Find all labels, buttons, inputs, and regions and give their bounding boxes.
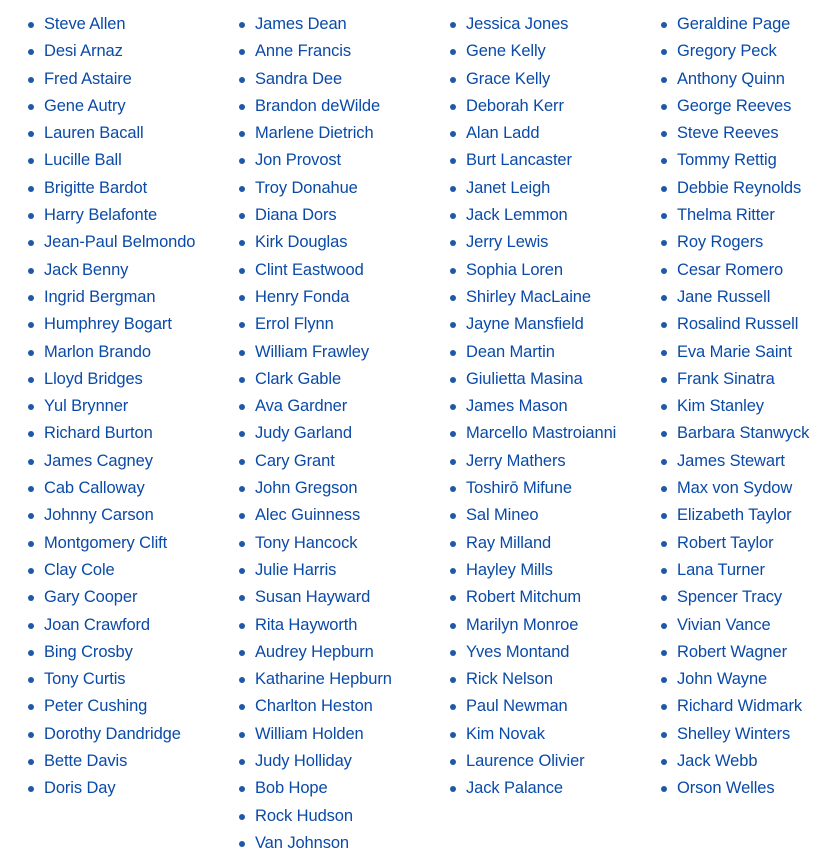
list-item	[28, 639, 195, 666]
person-link[interactable]: Frank Sinatra	[677, 369, 775, 388]
person-link[interactable]: Alan Ladd	[466, 124, 540, 143]
person-link[interactable]: Vivian Vance	[677, 615, 771, 634]
person-link[interactable]: Katharine Hepburn	[255, 670, 392, 689]
list-item	[661, 557, 809, 584]
list-item	[450, 175, 616, 202]
list-item	[28, 420, 195, 447]
list-item	[28, 666, 195, 693]
list-item	[239, 475, 392, 502]
list-item	[239, 639, 392, 666]
list-item	[450, 284, 616, 311]
list-item	[28, 120, 195, 147]
person-link[interactable]: Max von Sydow	[677, 479, 793, 498]
person-link[interactable]: Janet Leigh	[466, 178, 551, 197]
person-link[interactable]: Susan Hayward	[255, 588, 371, 607]
person-link[interactable]: Harry Belafonte	[44, 206, 158, 225]
list-item	[28, 475, 195, 502]
list-item	[239, 66, 392, 93]
list-item	[661, 257, 809, 284]
list-item	[661, 366, 809, 393]
person-link[interactable]: Cab Calloway	[44, 479, 145, 498]
person-link[interactable]: Kirk Douglas	[255, 233, 348, 252]
list-item	[239, 693, 392, 720]
person-link[interactable]: Tony Hancock	[255, 533, 358, 552]
person-link[interactable]: Troy Donahue	[255, 178, 358, 197]
person-link[interactable]: Judy Holliday	[255, 752, 352, 771]
list-item	[450, 257, 616, 284]
person-link[interactable]: Shirley MacLaine	[466, 287, 591, 306]
list-item	[239, 502, 392, 529]
person-link[interactable]: Roy Rogers	[677, 233, 764, 252]
list-item	[239, 775, 392, 802]
person-link[interactable]: Marlon Brando	[44, 342, 151, 361]
person-link[interactable]: Richard Widmark	[677, 697, 803, 716]
list-item	[661, 93, 809, 120]
person-link[interactable]: Desi Arnaz	[44, 42, 123, 61]
person-link[interactable]: Debbie Reynolds	[677, 178, 802, 197]
person-link[interactable]: Montgomery Clift	[44, 533, 168, 552]
list-item	[239, 257, 392, 284]
person-link[interactable]: Jayne Mansfield	[466, 315, 584, 334]
list-item	[239, 803, 392, 830]
person-link[interactable]: Anne Francis	[255, 42, 352, 61]
list-item	[28, 366, 195, 393]
list-item	[661, 147, 809, 174]
name-list-column-3	[450, 11, 616, 803]
person-link[interactable]: Kim Stanley	[677, 397, 764, 416]
list-item	[239, 721, 392, 748]
list-item	[239, 175, 392, 202]
person-link[interactable]: Orson Welles	[677, 779, 775, 798]
list-item	[661, 584, 809, 611]
list-item	[239, 557, 392, 584]
person-link[interactable]: Lloyd Bridges	[44, 369, 143, 388]
list-item	[28, 175, 195, 202]
person-link[interactable]: Jack Palance	[466, 779, 563, 798]
person-link[interactable]: Geraldine Page	[677, 15, 791, 33]
person-link[interactable]: Cesar Romero	[677, 260, 784, 279]
person-link[interactable]: Jerry Mathers	[466, 451, 566, 470]
list-item	[239, 311, 392, 338]
person-link[interactable]: Dean Martin	[466, 342, 555, 361]
list-item	[239, 147, 392, 174]
person-link[interactable]: Fred Astaire	[44, 69, 132, 88]
person-link[interactable]: Jack Benny	[44, 260, 129, 279]
list-item	[239, 284, 392, 311]
person-link[interactable]: Rick Nelson	[466, 670, 553, 689]
person-link[interactable]: Burt Lancaster	[466, 151, 572, 170]
list-item	[661, 693, 809, 720]
person-link[interactable]: Lana Turner	[677, 560, 765, 579]
list-item	[661, 175, 809, 202]
person-link[interactable]: Rita Hayworth	[255, 615, 358, 634]
person-link[interactable]: Deborah Kerr	[466, 96, 564, 115]
list-item	[28, 775, 195, 802]
list-item	[450, 557, 616, 584]
person-link[interactable]: Marlene Dietrich	[255, 124, 374, 143]
person-link[interactable]: Henry Fonda	[255, 287, 350, 306]
person-link[interactable]: Sal Mineo	[466, 506, 539, 525]
list-item	[28, 448, 195, 475]
person-link[interactable]: Tony Curtis	[44, 670, 126, 689]
person-link[interactable]: James Cagney	[44, 451, 153, 470]
list-item	[239, 748, 392, 775]
person-link[interactable]: Yul Brynner	[44, 397, 129, 416]
person-link[interactable]: Jean-Paul Belmondo	[44, 233, 196, 252]
list-item	[239, 11, 392, 38]
list-item	[239, 584, 392, 611]
person-link[interactable]: Diana Dors	[255, 206, 337, 225]
list-item	[661, 775, 809, 802]
person-link[interactable]: Audrey Hepburn	[255, 642, 374, 661]
list-item	[239, 448, 392, 475]
list-item	[661, 120, 809, 147]
list-item	[661, 38, 809, 65]
list-item	[28, 311, 195, 338]
list-item	[28, 202, 195, 229]
list-item	[450, 502, 616, 529]
person-link[interactable]: Brandon deWilde	[255, 96, 381, 115]
person-link[interactable]: Shelley Winters	[677, 724, 791, 743]
list-item	[28, 721, 195, 748]
list-item	[450, 748, 616, 775]
person-link[interactable]: Johnny Carson	[44, 506, 154, 525]
person-link[interactable]: Clint Eastwood	[255, 260, 364, 279]
list-item	[661, 11, 809, 38]
list-item	[28, 38, 195, 65]
list-item	[450, 775, 616, 802]
list-item	[450, 38, 616, 65]
list-item	[450, 475, 616, 502]
list-item	[661, 66, 809, 93]
person-link[interactable]: Hayley Mills	[466, 560, 553, 579]
list-item	[450, 639, 616, 666]
list-item	[450, 420, 616, 447]
list-item	[661, 339, 809, 366]
person-link[interactable]: Giulietta Masina	[466, 369, 583, 388]
person-link[interactable]: John Wayne	[677, 670, 768, 689]
person-link[interactable]: Barbara Stanwyck	[677, 424, 810, 443]
list-item	[28, 93, 195, 120]
list-item	[239, 38, 392, 65]
person-link[interactable]: Jon Provost	[255, 151, 342, 170]
list-item	[450, 11, 616, 38]
person-link[interactable]: Spencer Tracy	[677, 588, 783, 607]
list-item	[450, 147, 616, 174]
person-link[interactable]: Clay Cole	[44, 560, 115, 579]
list-item	[661, 311, 809, 338]
list-item	[28, 339, 195, 366]
person-link[interactable]: Sophia Loren	[466, 260, 563, 279]
list-item	[28, 557, 195, 584]
list-item	[28, 66, 195, 93]
list-item	[450, 229, 616, 256]
list-item	[28, 584, 195, 611]
person-link[interactable]: Toshirō Mifune	[466, 479, 572, 498]
list-item	[661, 748, 809, 775]
person-link[interactable]: William Holden	[255, 724, 364, 743]
list-item	[661, 666, 809, 693]
person-link[interactable]: Dorothy Dandridge	[44, 724, 181, 743]
list-item	[239, 612, 392, 639]
list-item	[661, 639, 809, 666]
person-link[interactable]: Lauren Bacall	[44, 124, 144, 143]
list-item	[28, 748, 195, 775]
list-item	[239, 666, 392, 693]
list-item	[28, 612, 195, 639]
list-item	[450, 66, 616, 93]
person-link[interactable]: Brigitte Bardot	[44, 178, 148, 197]
person-link[interactable]: Steve Allen	[44, 15, 126, 33]
list-item	[28, 11, 195, 38]
person-link[interactable]: Peter Cushing	[44, 697, 148, 716]
person-link[interactable]: Ava Gardner	[255, 397, 348, 416]
list-item	[239, 830, 392, 857]
list-item	[28, 229, 195, 256]
list-item	[450, 202, 616, 229]
person-link[interactable]: Joan Crawford	[44, 615, 150, 634]
person-link[interactable]: Jane Russell	[677, 287, 771, 306]
list-item	[450, 120, 616, 147]
person-link[interactable]: George Reeves	[677, 96, 792, 115]
person-link[interactable]: Tommy Rettig	[677, 151, 777, 170]
list-item	[661, 420, 809, 447]
person-link[interactable]: Van Johnson	[255, 833, 350, 852]
list-item	[28, 147, 195, 174]
list-item	[28, 502, 195, 529]
list-item	[450, 721, 616, 748]
person-link[interactable]: Kim Novak	[466, 724, 545, 743]
person-link[interactable]: Ray Milland	[466, 533, 552, 552]
person-link[interactable]: Rosalind Russell	[677, 315, 799, 334]
person-link[interactable]: Elizabeth Taylor	[677, 506, 792, 525]
list-item	[28, 693, 195, 720]
list-item	[661, 502, 809, 529]
person-link[interactable]: Bette Davis	[44, 752, 128, 771]
list-item	[28, 257, 195, 284]
list-item	[661, 475, 809, 502]
person-link[interactable]: Laurence Olivier	[466, 752, 585, 771]
list-item	[450, 448, 616, 475]
list-item	[450, 584, 616, 611]
list-item	[28, 393, 195, 420]
list-item	[450, 693, 616, 720]
list-item	[239, 202, 392, 229]
person-link[interactable]: Bing Crosby	[44, 642, 133, 661]
person-link[interactable]: Ingrid Bergman	[44, 287, 156, 306]
list-item	[661, 284, 809, 311]
person-link[interactable]: Jessica Jones	[466, 15, 569, 33]
person-link[interactable]: John Gregson	[255, 479, 358, 498]
list-item	[450, 366, 616, 393]
list-item	[239, 229, 392, 256]
person-link[interactable]: James Mason	[466, 397, 568, 416]
person-link[interactable]: Gary Cooper	[44, 588, 138, 607]
list-item	[661, 448, 809, 475]
list-item	[239, 93, 392, 120]
person-link[interactable]: Julie Harris	[255, 560, 337, 579]
list-item	[28, 284, 195, 311]
person-link[interactable]: Rock Hudson	[255, 806, 353, 825]
person-link[interactable]: Grace Kelly	[466, 69, 551, 88]
list-item	[239, 420, 392, 447]
person-link[interactable]: Richard Burton	[44, 424, 153, 443]
person-link[interactable]: Lucille Ball	[44, 151, 122, 170]
person-link[interactable]: Gene Autry	[44, 96, 126, 115]
person-link[interactable]: Humphrey Bogart	[44, 315, 172, 334]
list-item	[450, 666, 616, 693]
list-item	[661, 202, 809, 229]
name-list-column-4	[661, 11, 809, 803]
person-link[interactable]: Gregory Peck	[677, 42, 777, 61]
person-link[interactable]: Bob Hope	[255, 779, 328, 798]
person-link[interactable]: Marcello Mastroianni	[466, 424, 617, 443]
person-link[interactable]: Robert Mitchum	[466, 588, 582, 607]
list-item	[661, 530, 809, 557]
person-link[interactable]: Steve Reeves	[677, 124, 779, 143]
list-item	[661, 393, 809, 420]
list-item	[661, 721, 809, 748]
list-item	[661, 612, 809, 639]
person-link[interactable]: Judy Garland	[255, 424, 352, 443]
person-link[interactable]: Paul Newman	[466, 697, 568, 716]
person-link[interactable]: Jack Webb	[677, 752, 758, 771]
list-item	[239, 339, 392, 366]
list-item	[450, 339, 616, 366]
person-link[interactable]: Marilyn Monroe	[466, 615, 579, 634]
person-link[interactable]: Jack Lemmon	[466, 206, 568, 225]
name-list-column-1	[28, 11, 195, 803]
person-link[interactable]: Eva Marie Saint	[677, 342, 792, 361]
person-link[interactable]: William Frawley	[255, 342, 370, 361]
list-item	[239, 393, 392, 420]
person-link[interactable]: Anthony Quinn	[677, 69, 785, 88]
name-list-column-2	[239, 11, 392, 857]
list-item	[450, 530, 616, 557]
person-link[interactable]: James Stewart	[677, 451, 785, 470]
person-link[interactable]: Clark Gable	[255, 369, 342, 388]
person-link[interactable]: Yves Montand	[466, 642, 570, 661]
person-link[interactable]: Robert Wagner	[677, 642, 787, 661]
person-link[interactable]: Charlton Heston	[255, 697, 373, 716]
list-item	[239, 120, 392, 147]
person-link[interactable]: Jerry Lewis	[466, 233, 549, 252]
list-item	[239, 366, 392, 393]
person-link[interactable]: Thelma Ritter	[677, 206, 775, 225]
list-item	[28, 530, 195, 557]
person-link[interactable]: Alec Guinness	[255, 506, 361, 525]
list-item	[450, 393, 616, 420]
list-item	[450, 311, 616, 338]
list-item	[450, 93, 616, 120]
person-link[interactable]: Sandra Dee	[255, 69, 343, 88]
person-link[interactable]: Doris Day	[44, 779, 116, 798]
person-link[interactable]: Cary Grant	[255, 451, 335, 470]
person-link[interactable]: Robert Taylor	[677, 533, 774, 552]
person-link[interactable]: Gene Kelly	[466, 42, 546, 61]
list-item	[450, 612, 616, 639]
list-item	[239, 530, 392, 557]
list-item	[661, 229, 809, 256]
person-link[interactable]: James Dean	[255, 15, 347, 33]
person-link[interactable]: Errol Flynn	[255, 315, 334, 334]
